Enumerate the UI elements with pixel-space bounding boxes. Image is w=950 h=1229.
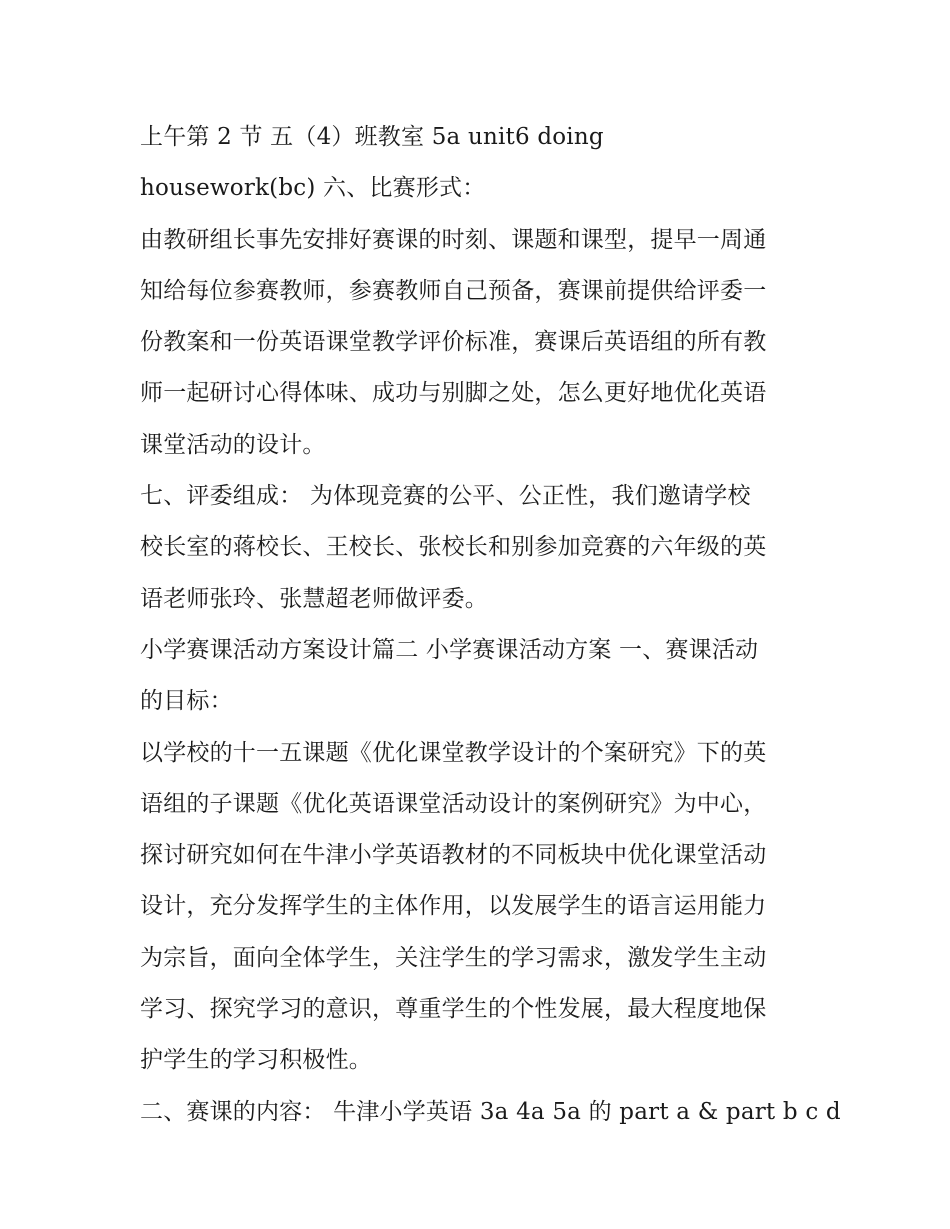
text-line: 上午第 2 节 五（4）班教室 5a unit6 doing <box>140 124 604 150</box>
text-line: 护学生的学习积极性。 <box>140 1047 372 1074</box>
text-line: 以学校的十一五课题《优化课堂教学设计的个案研究》下的英 <box>140 739 767 766</box>
text-line: 的目标： <box>140 688 233 715</box>
text-line: 由教研组长事先安排好赛课的时刻、课题和课型，提早一周通 <box>140 226 767 253</box>
text-line: housework(bc) 六、比赛形式： <box>140 175 486 202</box>
text-line: 设计，充分发挥学生的主体作用，以发展学生的语言运用能力 <box>140 893 767 920</box>
text-line: 小学赛课活动方案设计篇二 小学赛课活动方案 一、赛课活动 <box>140 636 759 663</box>
document-body <box>140 112 841 1138</box>
text-line: 校长室的蒋校长、王校长、张校长和别参加竞赛的六年级的英 <box>140 534 767 561</box>
text-line: 二、赛课的内容： 牛津小学英语 3a 4a 5a 的 part a & part b c d <box>140 1098 841 1125</box>
text-line: 学习、探究学习的意识，尊重学生的个性发展，最大程度地保 <box>140 996 767 1023</box>
text-line: 探讨研究如何在牛津小学英语教材的不同板块中优化课堂活动 <box>140 842 767 869</box>
text-line: 语老师张玲、张慧超老师做评委。 <box>140 585 488 612</box>
text-line: 七、评委组成： 为体现竞赛的公平、公正性，我们邀请学校 <box>140 483 751 510</box>
text-line: 份教案和一份英语课堂教学评价标准，赛课后英语组的所有教 <box>140 329 767 356</box>
text-line: 知给每位参赛教师，参赛教师自己预备，赛课前提供给评委一 <box>140 277 767 304</box>
text-line: 师一起研讨心得体味、成功与别脚之处，怎么更好地优化英语 <box>140 380 767 407</box>
text-line: 为宗旨，面向全体学生，关注学生的学习需求，激发学生主动 <box>140 944 767 971</box>
text-line: 语组的子课题《优化英语课堂活动设计的案例研究》为中心， <box>140 790 767 817</box>
text-line: 课堂活动的设计。 <box>140 431 326 458</box>
